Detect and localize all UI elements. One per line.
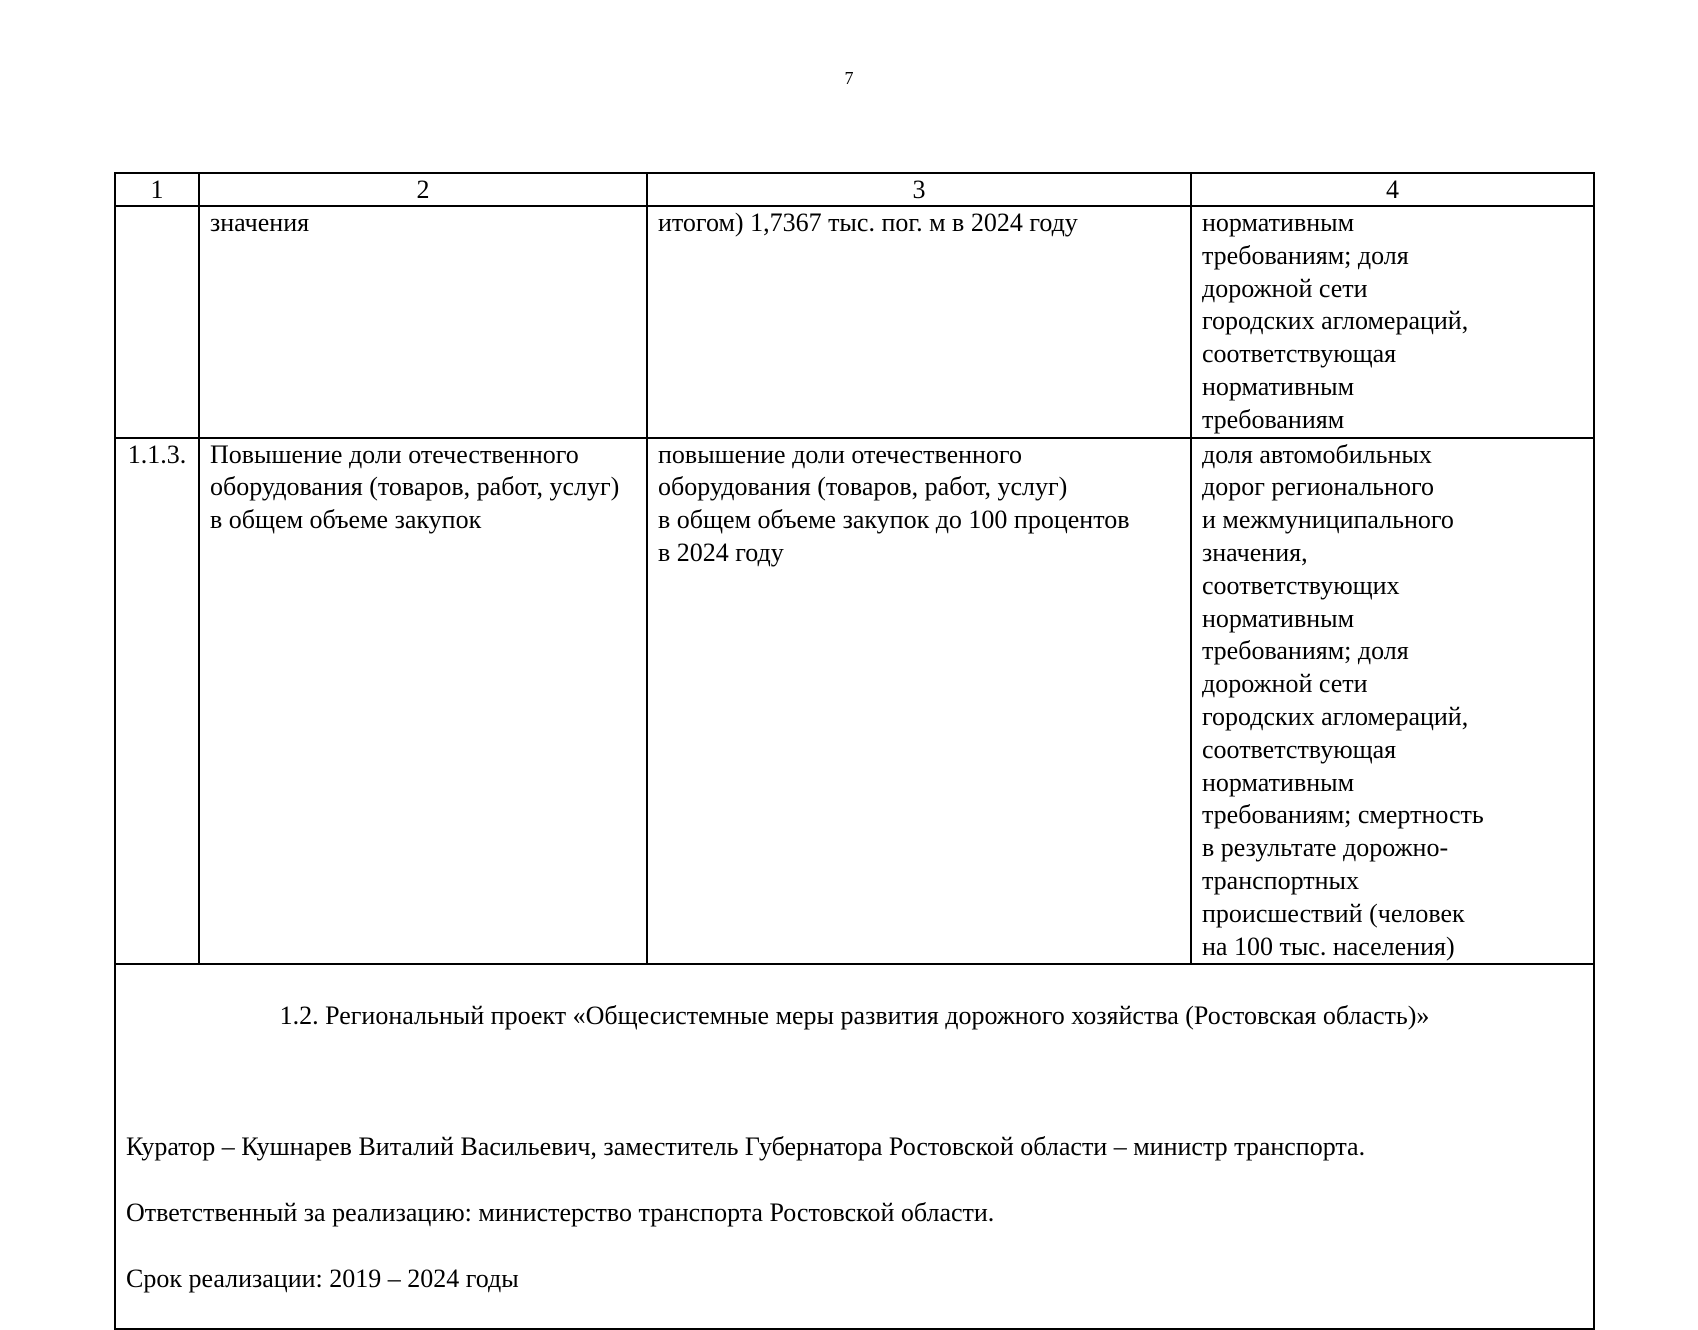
header-cell-1: 1	[115, 173, 199, 206]
project-responsible: Ответственный за реализацию: министерство транспорта Ростовской области.	[126, 1197, 995, 1227]
blank-line	[126, 1066, 1583, 1099]
header-cell-3: 3	[647, 173, 1191, 206]
row-number: 1.1.3.	[115, 438, 199, 965]
row-indicator-cell: доля автомобильных дорог регионального и межмуниципального значения, соответствующих нормативным требованиям; доля дорожной сети городских агломераций, соответствующая нормативным требованиям; смертность в результате дорожно- транспортных происшествий (человек на 100 тыс. населения)	[1191, 438, 1594, 965]
table-row-continued	[115, 206, 1594, 438]
row-result-cell: повышение доли отечественного оборудования (товаров, работ, услуг) в общем объеме закупок до 100 процентов в 2024 году	[647, 438, 1191, 965]
row-number	[115, 206, 199, 438]
row-task-cell: значения	[199, 206, 647, 438]
row-result-cell: итогом) 1,7367 тыс. пог. м в 2024 году	[647, 206, 1191, 438]
row-task-cell: Повышение доли отечественного оборудования (товаров, работ, услуг) в общем объеме закупок	[199, 438, 647, 965]
project-curator: Куратор – Кушнарев Виталий Васильевич, заместитель Губернатора Ростовской области – министр транспорта.	[126, 1132, 1366, 1162]
project-title: 1.2. Региональный проект «Общесистемные меры развития дорожного хозяйства (Ростовская область)»	[279, 1001, 1430, 1031]
document-table	[114, 172, 1595, 1330]
table-row-project	[115, 964, 1594, 1329]
header-cell-4: 4	[1191, 173, 1594, 206]
project-info-cell	[115, 964, 1594, 1329]
page-number: 7	[844, 68, 854, 88]
header-cell-2: 2	[199, 173, 647, 206]
table-header-row	[115, 173, 1594, 206]
table-row-1-1-3	[115, 438, 1594, 965]
project-term: Срок реализации: 2019 – 2024 годы	[126, 1263, 519, 1293]
row-indicator-cell: нормативным требованиям; доля дорожной сети городских агломераций, соответствующая нормативным требованиям	[1191, 206, 1594, 438]
